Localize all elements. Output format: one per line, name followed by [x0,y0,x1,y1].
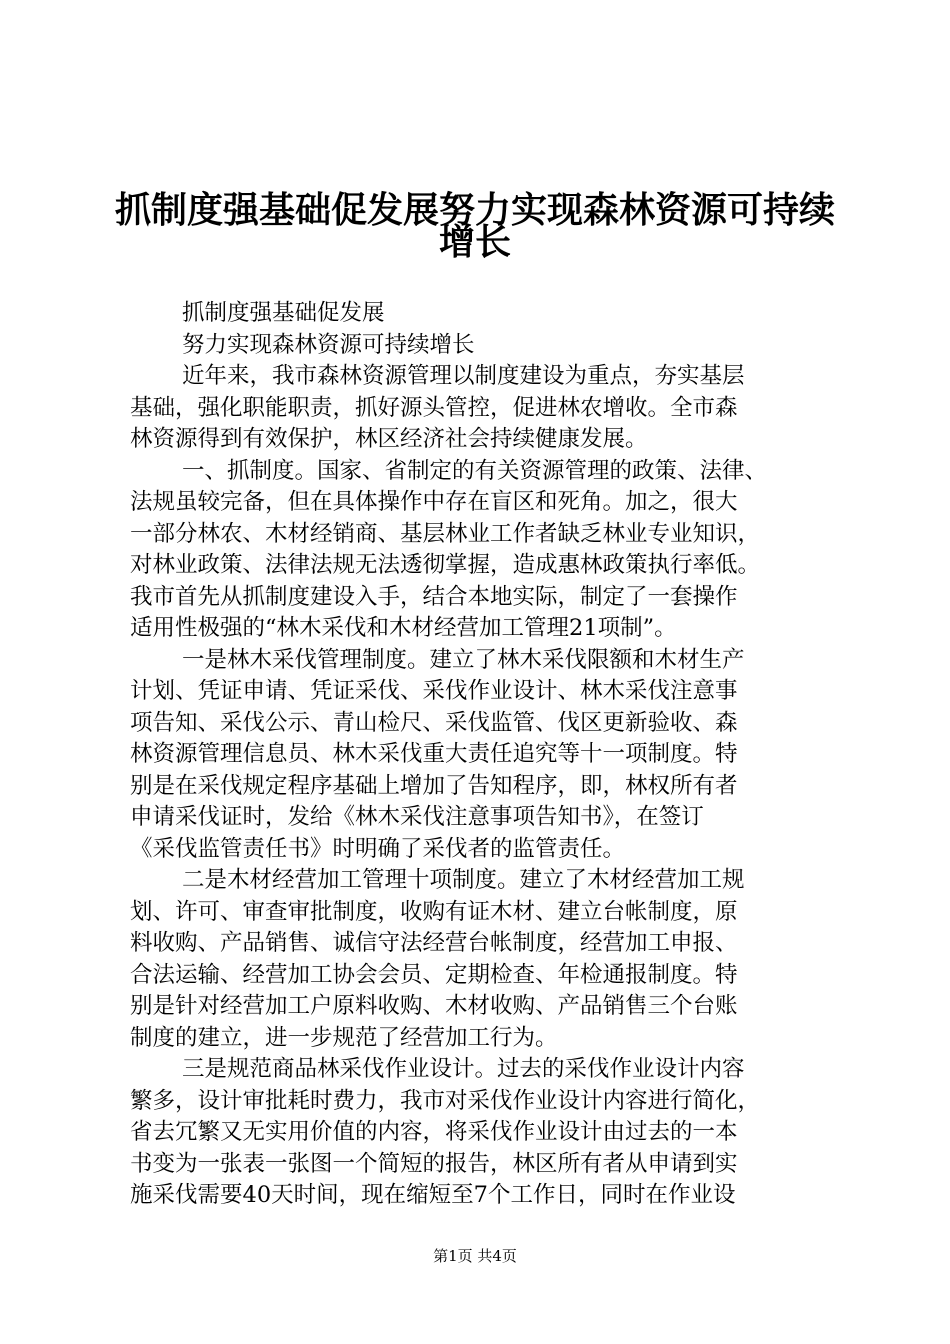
body-text-line: 繁多，设计审批耗时费力，我市对采伐作业设计内容进行简化， [130,1087,761,1114]
body-text-line: 料收购、产品销售、诚信守法经营台帐制度，经营加工申报、 [130,930,738,956]
body-text-line: 适用性极强的“林木采伐和木材经营加工管理21项制”。 [130,615,677,641]
body-text-line: 别是针对经营加工户原料收购、木材收购、产品销售三个台账 [130,993,738,1019]
body-text-line: 《采伐监管责任书》时明确了采伐者的监管责任。 [130,835,626,862]
body-text-line: 合法运输、经营加工协会会员、定期检查、年检通报制度。特 [130,961,738,988]
body-text-line: 努力实现森林资源可持续增长 [182,331,475,358]
body-text-line: 一是林木采伐管理制度。建立了林木采伐限额和木材生产 [182,646,745,673]
body-text-line: 别是在采伐规定程序基础上增加了告知程序，即，林权所有者 [130,772,738,799]
body-text-line: 我市首先从抓制度建设入手，结合本地实际，制定了一套操作 [130,583,738,610]
document-body [130,298,830,1212]
body-text-line: 制度的建立，进一步规范了经营加工行为。 [130,1024,558,1051]
body-text-line: 省去冗繁又无实用价值的内容，将采伐作业设计由过去的一本 [130,1119,738,1145]
body-text-line: 基础，强化职能职责，抓好源头管控，促进林农增收。全市森 [130,394,738,421]
body-text-line: 一部分林农、木材经销商、基层林业工作者缺乏林业专业知识， [130,520,761,547]
body-text-line: 一、抓制度。国家、省制定的有关资源管理的政策、法律、 [182,457,768,484]
body-text-line: 近年来，我市森林资源管理以制度建设为重点，夯实基层 [182,363,745,389]
body-text-line: 划、许可、审查审批制度，收购有证木材、建立台帐制度，原 [130,898,738,925]
body-text-line: 法规虽较完备，但在具体操作中存在盲区和死角。加之，很大 [130,489,738,515]
document-title-line-2: 增长 [438,221,511,263]
page-number-footer: 第1页 共4页 [433,1247,517,1265]
body-text-line: 书变为一张表一张图一个简短的报告，林区所有者从申请到实 [130,1150,738,1177]
body-text-line: 对林业政策、法律法规无法透彻掌握，造成惠林政策执行率低。 [130,552,761,578]
body-text-line: 林资源得到有效保护，林区经济社会持续健康发展。 [130,426,648,452]
body-text-line: 林资源管理信息员、林木采伐重大责任追究等十一项制度。特 [130,741,738,767]
body-text-line: 计划、凭证申请、凭证采伐、采伐作业设计、林木采伐注意事 [130,678,738,704]
body-text-line: 二是木材经营加工管理十项制度。建立了木材经营加工规 [182,867,745,893]
body-text-line: 项告知、采伐公示、青山检尺、采伐监管、伐区更新验收、森 [130,709,738,736]
body-text-line: 三是规范商品林采伐作业设计。过去的采伐作业设计内容 [182,1056,745,1082]
body-text-line: 抓制度强基础促发展 [182,300,385,326]
body-text-line: 申请采伐证时，发给《林木采伐注意事项告知书》，在签订 [130,804,704,830]
document-title-line-1: 抓制度强基础促发展努力实现森林资源可持续 [114,189,835,231]
body-text-line: 施采伐需要40天时间，现在缩短至7个工作日，同时在作业设 [130,1182,736,1208]
